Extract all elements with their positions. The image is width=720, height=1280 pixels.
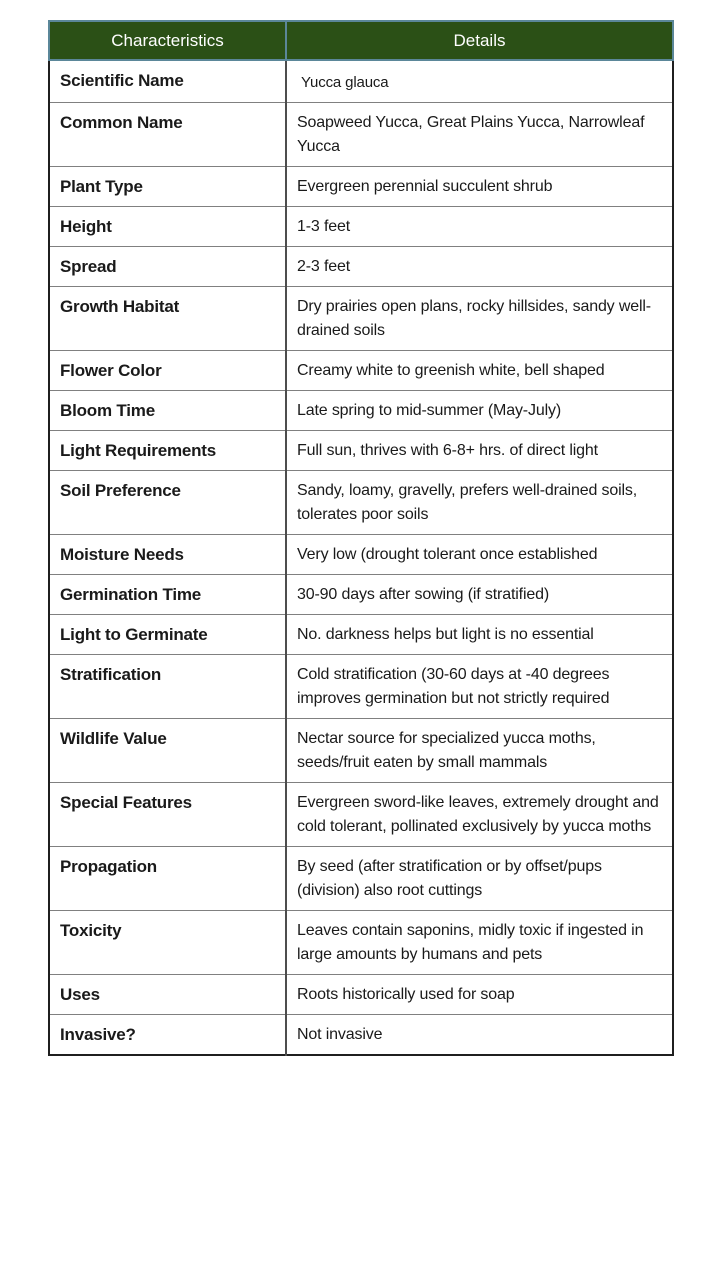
- characteristic-cell: Soil Preference: [49, 471, 286, 535]
- table-row-propagation: [49, 847, 673, 911]
- details-cell: Very low (drought tolerant once established: [286, 535, 673, 575]
- characteristic-cell: Germination Time: [49, 575, 286, 615]
- table-row-scientific-name: [49, 60, 673, 103]
- plant-table-container: [48, 20, 672, 1056]
- characteristic-cell: Invasive?: [49, 1015, 286, 1056]
- details-cell: Sandy, loamy, gravelly, prefers well-drained soils, tolerates poor soils: [286, 471, 673, 535]
- table-row-invasive: [49, 1015, 673, 1056]
- details-cell: Late spring to mid-summer (May-July): [286, 391, 673, 431]
- details-cell: Dry prairies open plans, rocky hillsides, sandy well-drained soils: [286, 287, 673, 351]
- table-row-bloom-time: [49, 391, 673, 431]
- table-row-special-features: [49, 783, 673, 847]
- characteristic-cell: Moisture Needs: [49, 535, 286, 575]
- table-row-stratification: [49, 655, 673, 719]
- table-body: [49, 60, 673, 1055]
- characteristic-cell: Toxicity: [49, 911, 286, 975]
- table-row-germination-time: [49, 575, 673, 615]
- details-cell: 1-3 feet: [286, 207, 673, 247]
- details-cell: Yucca glauca: [286, 60, 673, 103]
- header-cell-details: Details: [286, 21, 673, 60]
- details-cell: Creamy white to greenish white, bell shaped: [286, 351, 673, 391]
- details-cell: Nectar source for specialized yucca moths, seeds/fruit eaten by small mammals: [286, 719, 673, 783]
- table-row-common-name: [49, 103, 673, 167]
- characteristic-cell: Plant Type: [49, 167, 286, 207]
- characteristic-cell: Bloom Time: [49, 391, 286, 431]
- table-row-height: [49, 207, 673, 247]
- table-row-light-requirements: [49, 431, 673, 471]
- details-cell: Evergreen perennial succulent shrub: [286, 167, 673, 207]
- table-row-spread: [49, 247, 673, 287]
- details-cell: 2-3 feet: [286, 247, 673, 287]
- characteristic-cell: Wildlife Value: [49, 719, 286, 783]
- details-cell: Leaves contain saponins, midly toxic if ingested in large amounts by humans and pets: [286, 911, 673, 975]
- details-cell: Soapweed Yucca, Great Plains Yucca, Narrowleaf Yucca: [286, 103, 673, 167]
- characteristic-cell: Uses: [49, 975, 286, 1015]
- details-cell: Not invasive: [286, 1015, 673, 1056]
- plant-characteristics-table: [48, 20, 674, 1056]
- characteristic-cell: Light Requirements: [49, 431, 286, 471]
- characteristic-cell: Common Name: [49, 103, 286, 167]
- header-cell-characteristics: Characteristics: [49, 21, 286, 60]
- characteristic-cell: Flower Color: [49, 351, 286, 391]
- characteristic-cell: Height: [49, 207, 286, 247]
- details-cell: Full sun, thrives with 6-8+ hrs. of direct light: [286, 431, 673, 471]
- characteristic-cell: Growth Habitat: [49, 287, 286, 351]
- characteristic-cell: Light to Germinate: [49, 615, 286, 655]
- table-row-moisture-needs: [49, 535, 673, 575]
- table-row-flower-color: [49, 351, 673, 391]
- characteristic-cell: Spread: [49, 247, 286, 287]
- characteristic-cell: Scientific Name: [49, 60, 286, 103]
- details-cell: Evergreen sword-like leaves, extremely drought and cold tolerant, pollinated exclusively by yucca moths: [286, 783, 673, 847]
- table-header: [49, 21, 673, 60]
- details-cell: Roots historically used for soap: [286, 975, 673, 1015]
- details-cell: No. darkness helps but light is no essential: [286, 615, 673, 655]
- details-cell: 30-90 days after sowing (if stratified): [286, 575, 673, 615]
- table-row-wildlife-value: [49, 719, 673, 783]
- characteristic-cell: Stratification: [49, 655, 286, 719]
- header-row: [49, 21, 673, 60]
- details-cell: Cold stratification (30-60 days at -40 degrees improves germination but not strictly required: [286, 655, 673, 719]
- characteristic-cell: Special Features: [49, 783, 286, 847]
- table-row-growth-habitat: [49, 287, 673, 351]
- characteristic-cell: Propagation: [49, 847, 286, 911]
- table-row-toxicity: [49, 911, 673, 975]
- table-row-uses: [49, 975, 673, 1015]
- table-row-soil-preference: [49, 471, 673, 535]
- details-cell: By seed (after stratification or by offset/pups (division) also root cuttings: [286, 847, 673, 911]
- table-row-plant-type: [49, 167, 673, 207]
- table-row-light-to-germinate: [49, 615, 673, 655]
